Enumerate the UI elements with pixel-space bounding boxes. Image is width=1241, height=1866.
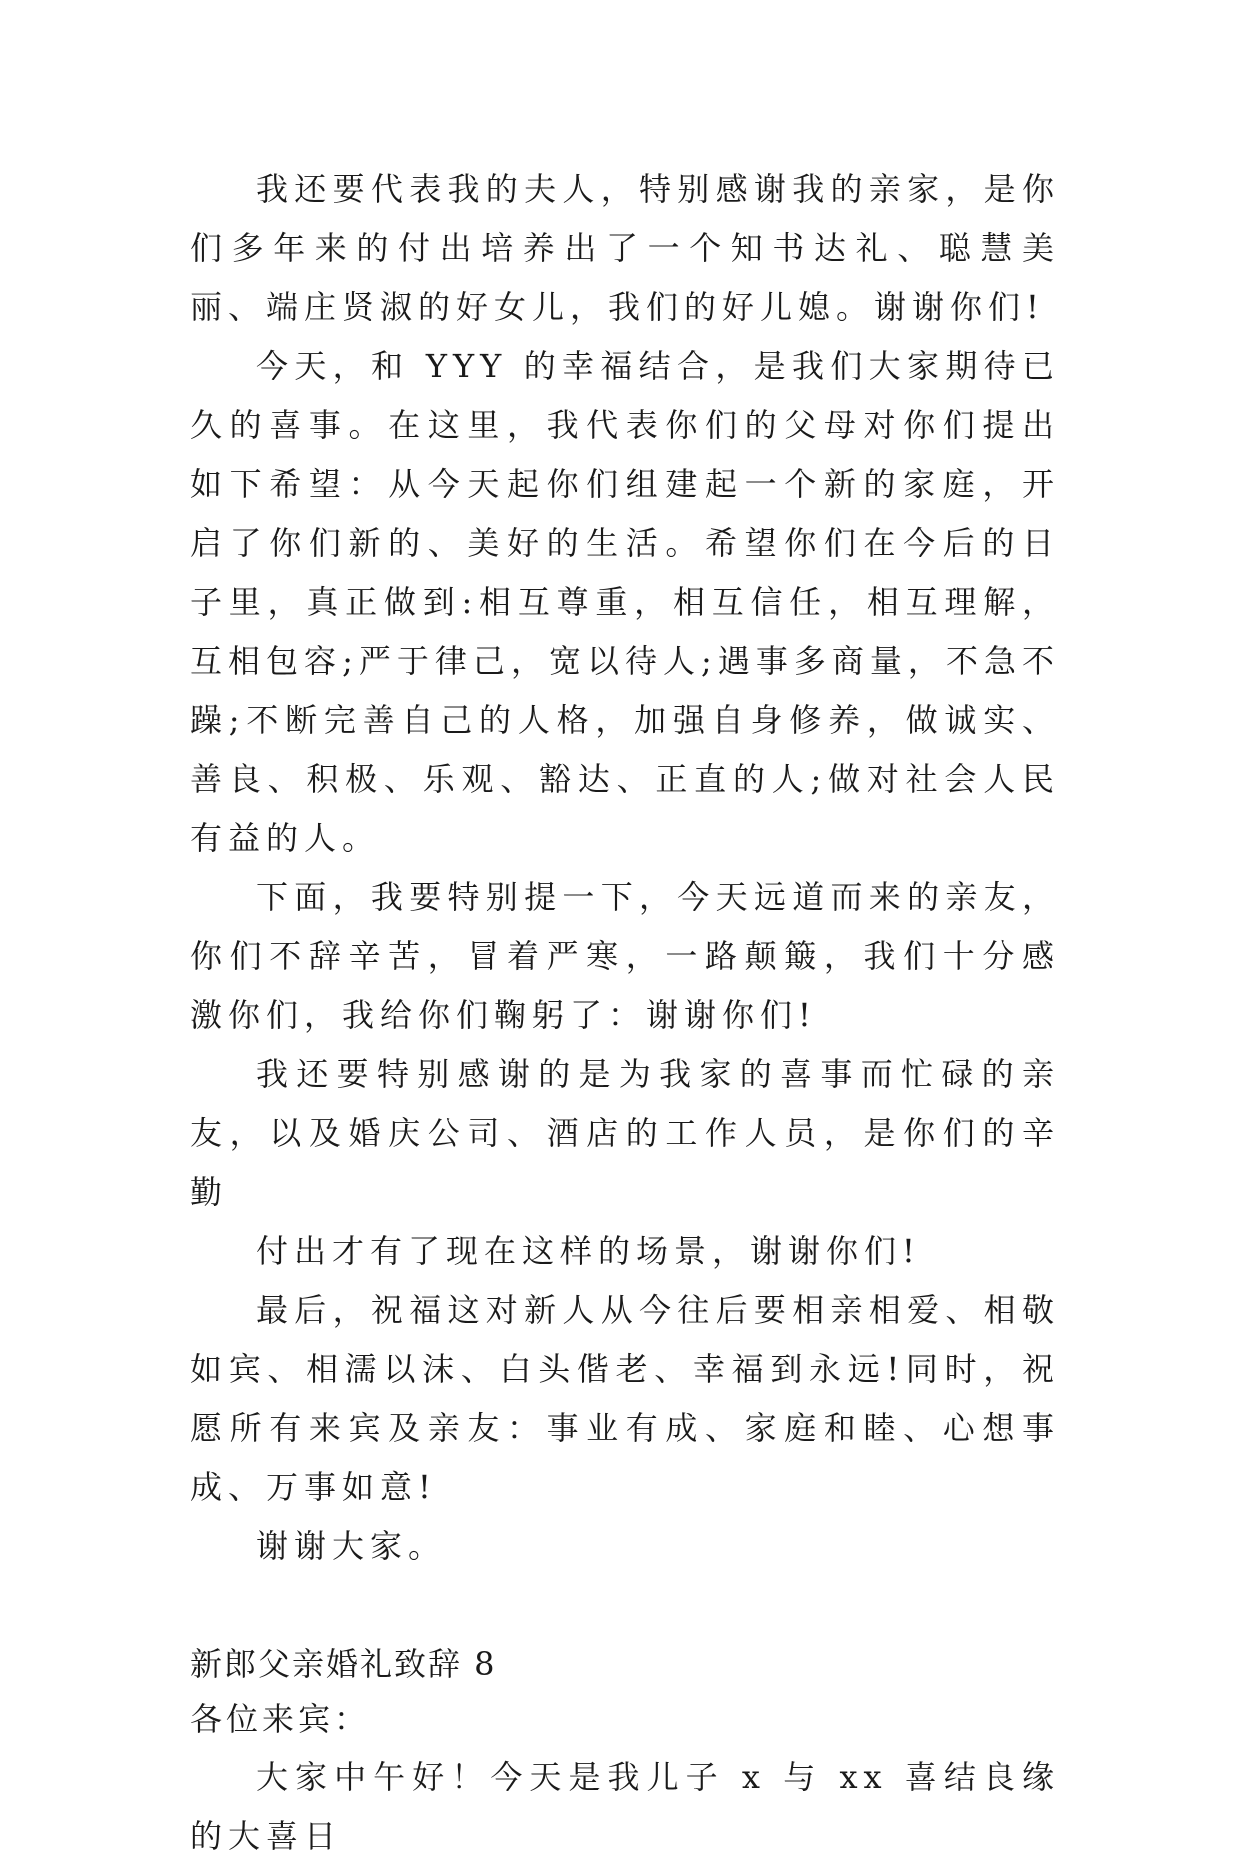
paragraph-opening: 大家中午好！今天是我儿子 x 与 xx 喜结良缘的大喜日 <box>190 1758 1060 1855</box>
salutation: 各位来宾： <box>190 1700 371 1738</box>
paragraph-closing: 谢谢大家。 <box>256 1527 447 1565</box>
paragraph-thanks-helpers: 我还要特别感谢的是为我家的喜事而忙碌的亲友，以及婚庆公司、酒店的工作人员，是你们的辛勤 <box>190 1055 1060 1211</box>
section-title: 新郎父亲婚礼致辞 8 <box>190 1645 497 1683</box>
paragraph-thanks-in-laws: 我还要代表我的夫人，特别感谢我的亲家，是你们多年来的付出培养出了一个知书达礼、聪慧美丽、端庄贤淑的好女儿，我们的好儿媳。谢谢你们! <box>190 170 1060 326</box>
paragraph-thanks-guests: 下面，我要特别提一下，今天远道而来的亲友，你们不辞辛苦，冒着严寒，一路颠簸，我们十分感激你们，我给你们鞠躬了：谢谢你们! <box>190 878 1060 1034</box>
paragraph-wishes: 今天，和 YYY 的幸福结合，是我们大家期待已久的喜事。在这里，我代表你们的父母对你们提出如下希望：从今天起你们组建起一个新的家庭，开启了你们新的、美好的生活。希望你们在今后的日子里，真正做到:相互尊重，相互信任，相互理解，互相包容;严于律己，宽以待人;遇事多商量，不急不躁;不断完善自己的人格，加强自身修养，做诚实、善良、积极、乐观、豁达、正直的人;做对社会人民有益的人。 <box>190 347 1060 857</box>
document-body <box>190 160 1060 1866</box>
paragraph-thanks-helpers-cont: 付出才有了现在这样的场景，谢谢你们! <box>256 1232 921 1270</box>
section-gap <box>190 1576 1060 1638</box>
paragraph-blessing: 最后，祝福这对新人从今往后要相亲相爱、相敬如宾、相濡以沫、白头偕老、幸福到永远!同时，祝愿所有来宾及亲友：事业有成、家庭和睦、心想事成、万事如意! <box>190 1291 1060 1506</box>
